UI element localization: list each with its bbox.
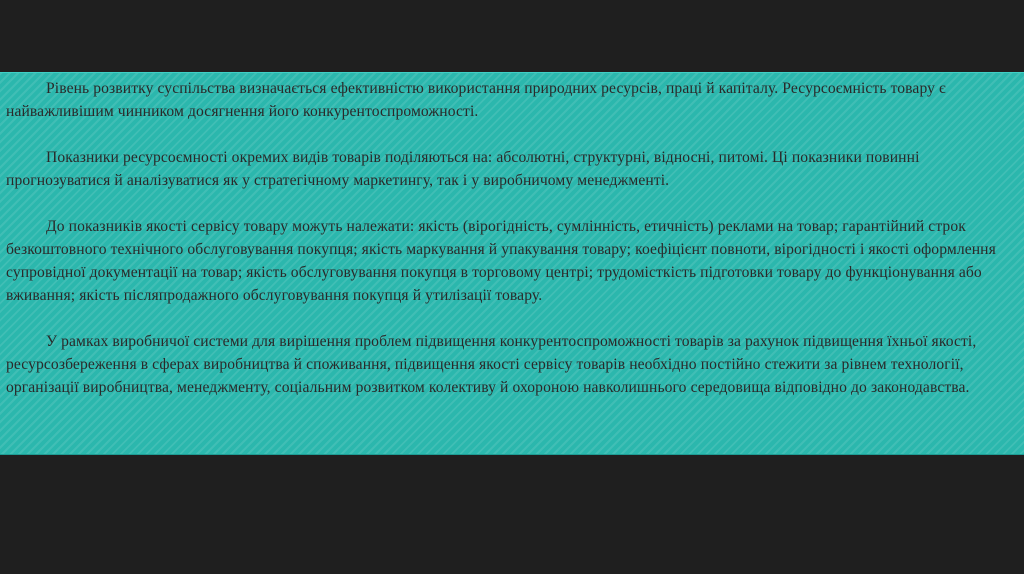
paragraph-service-quality: До показників якості сервісу товару можуть належати: якість (вірогідність, сумлінність, етичність) реклами на товар; гарантійний строк безкоштовного технічного обслуговування покупця; якість маркування й упакування товару; коефіцієнт повноти, вірогідності і якості оформлення супровідної документації на товар; якість обслуговування покупця в торговому центрі; трудомісткість підготовки товару до функціонування або вживання; якість післяпродажного обслуговування покупця й утилізації товару. [6, 218, 996, 304]
paragraph-spacer [6, 192, 1018, 215]
paragraph-spacer [6, 123, 1018, 146]
paragraph-resource-efficiency: Рівень розвитку суспільства визначається ефективністю використання природних ресурсів, праці й капіталу. Ресурсоємність товару є найважливішим чинником досягнення його конкурентоспроможності. [6, 80, 946, 120]
text-band [0, 72, 1024, 455]
paragraph-spacer [6, 307, 1018, 330]
paragraph-production-system: У рамках виробничої системи для вирішення проблем підвищення конкурентоспроможності товарів за рахунок підвищення їхньої якості, ресурсозбереження в сферах виробництва й споживання, підвищення якості сервісу товарів необхідно постійно стежити за рівнем технології, організації виробництва, менеджменту, соціальним розвитком колективу й охороною навколишнього середовища відповідно до законодавства. [6, 333, 977, 396]
paragraph-resource-indicators: Показники ресурсоємності окремих видів товарів поділяються на: абсолютні, структурні, відносні, питомі. Ці показники повинні прогнозуватися й аналізуватися як у стратегічному маркетингу, так і у виробничому менеджменті. [6, 149, 920, 189]
